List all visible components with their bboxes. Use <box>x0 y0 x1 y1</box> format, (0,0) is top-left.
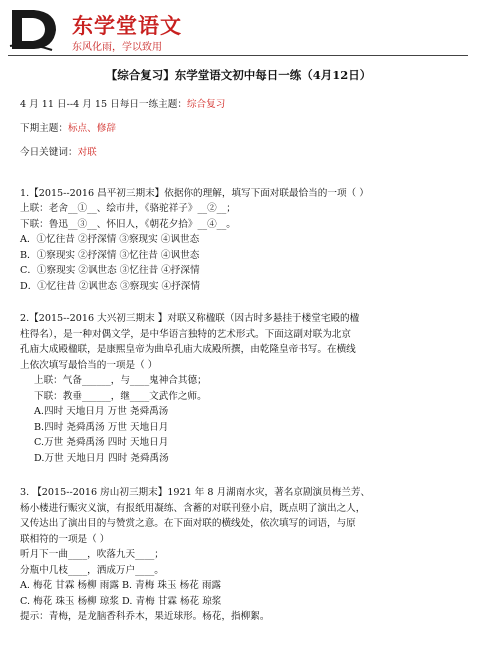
q3-stem-4: 联相符的一项是（ ） <box>20 534 110 545</box>
theme-label: 4 月 11 日--4 月 15 日每日一练主题： <box>20 99 187 110</box>
q1-option-b: B．①察现实 ②抒深情 ③忆往昔 ④讽世态 <box>20 250 200 261</box>
q1-option-c: C．①察现实 ②讽世态 ③忆往昔 ④抒深情 <box>20 265 200 276</box>
q2-option-d: D.万世 天地日月 四时 尧舜禹汤 <box>34 453 169 464</box>
q1-option-d: D．①忆往昔 ②讽世态 ③察现实 ④抒深情 <box>20 281 200 292</box>
q3-stem-3: 又传达出了演出目的与赞赏之意。在下面对联的横线处，依次填写的词语，与原 <box>20 518 356 529</box>
q1-option-a: A．①忆往昔 ②抒深情 ③察现实 ④讽世态 <box>20 234 200 245</box>
q1-couplet-upper: 上联：老舍__①__、绘市井，《骆驼祥子》__②__； <box>20 203 236 214</box>
next-theme-line <box>20 122 116 135</box>
q3-stem-1: 3. 【2015--2016 房山初三期末】1921 年 8 月湖南水灾，著名京剧演员梅兰芳、 <box>20 487 371 498</box>
q2-option-c: C.万世 尧舜禹汤 四时 天地日月 <box>34 437 169 448</box>
q1-couplet-lower: 下联：鲁迅__③__、怀旧人，《朝花夕拾》__④__。 <box>20 219 236 230</box>
q2-option-a: A.四时 天地日月 万世 尧舜禹汤 <box>34 406 169 417</box>
q3-stem-2: 杨小楼进行赈灾义演，有报纸用凝练、含蓄的对联刊登小启，既点明了演出之人， <box>20 503 366 514</box>
q2-couplet-lower: 下联：教垂______，继____文武作之师。 <box>34 391 207 402</box>
keyword-line <box>20 146 97 159</box>
q3-hint: 提示：青梅，是龙脑香科乔木，果近球形。杨花，指柳絮。 <box>20 611 270 622</box>
q1-stem: 1.【2015--2016 昌平初三期末】依据你的理解，填写下面对联最恰当的一项（ ） <box>20 188 369 199</box>
q3-couplet-upper: 听月下一曲____，吹落九天____； <box>20 549 164 560</box>
q2-stem-1: 2.【2015--2016 大兴初三期末 】对联又称楹联（因古时多悬挂于楼堂宅殿的楹 <box>20 313 360 324</box>
theme-line <box>20 98 225 111</box>
q3-couplet-lower: 分瓶中几枝____，洒成万户____。 <box>20 565 164 576</box>
header-divider <box>8 55 468 56</box>
q2-stem-4: 上依次填写最恰当的一项是（ ） <box>20 360 158 371</box>
theme-value: 综合复习 <box>186 99 226 110</box>
brand-slogan: 东风化雨，学以致用 <box>72 42 162 53</box>
next-theme-value: 标点、修辞 <box>67 123 116 134</box>
q2-couplet-upper: 上联：气备______，与____鬼神合其德； <box>34 375 207 386</box>
q2-stem-3: 孔庙大成殿楹联，是康熙皇帝为曲阜孔庙大成殿所撰，由乾隆皇帝书写。在横线 <box>20 344 356 355</box>
keyword-label: 今日关键词： <box>20 147 78 158</box>
brand-logo-icon <box>8 6 60 52</box>
document-header <box>0 0 477 58</box>
next-theme-label: 下期主题： <box>20 123 68 134</box>
q3-options-ab: A. 梅花 甘霖 杨柳 雨露 B. 青梅 珠玉 杨花 雨露 <box>20 580 222 591</box>
q3-options-cd: C. 梅花 珠玉 杨柳 琼浆 D. 青梅 甘霖 杨花 琼浆 <box>20 596 222 607</box>
brand-name: 东学堂语文 <box>72 14 182 38</box>
q2-stem-2: 柱得名），是一种对偶文学，是中华语言独特的艺术形式。下面这副对联为北京 <box>20 329 351 340</box>
q2-option-b: B.四时 尧舜禹汤 万世 天地日月 <box>34 422 169 433</box>
keyword-value: 对联 <box>77 147 97 158</box>
document-title: 【综合复习】东学堂语文初中每日一练（4月12日） <box>105 68 372 82</box>
